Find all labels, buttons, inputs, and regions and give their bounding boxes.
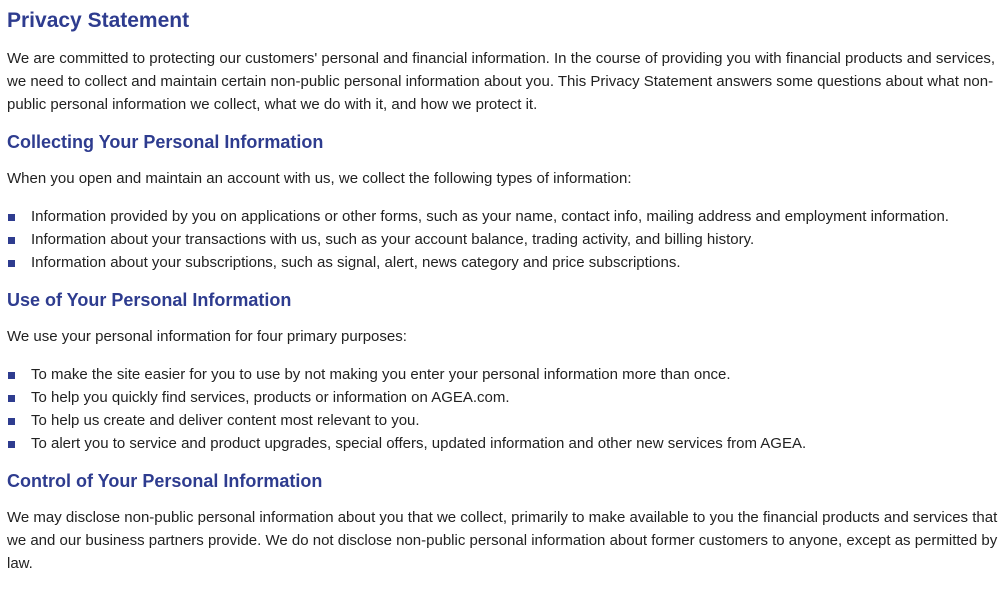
section-heading-control: Control of Your Personal Information xyxy=(7,471,323,491)
section-collecting xyxy=(7,129,1002,274)
section-use xyxy=(7,287,1002,455)
square-bullet-icon xyxy=(8,237,15,244)
section-lead-control: We may disclose non-public personal information about you that we collect, primarily to make available to you the financial products and services that we and our business partners provide. We do not disclose non-public personal information about former customers to anyone, except as permitted by law. xyxy=(7,509,998,572)
section-lead-collecting: When you open and maintain an account with us, we collect the following types of information: xyxy=(7,170,632,187)
list-item-text: To help you quickly find services, products or information on AGEA.com. xyxy=(31,389,510,406)
section-heading-use: Use of Your Personal Information xyxy=(7,290,292,310)
list-item xyxy=(7,432,1002,455)
list-item-text: Information provided by you on applications or other forms, such as your name, contact info, mailing address and employment information. xyxy=(31,208,949,225)
list-item xyxy=(7,386,1002,409)
square-bullet-icon xyxy=(8,214,15,221)
intro-paragraph: We are committed to protecting our customers' personal and financial information. In the course of providing you with financial products and services, we need to collect and maintain certain non-public personal information about you. This Privacy Statement answers some questions about what non-public personal information we collect, what we do with it, and how we protect it. xyxy=(7,50,996,113)
section-control xyxy=(7,468,1002,575)
list-item-text: To alert you to service and product upgrades, special offers, updated information and other new services from AGEA. xyxy=(31,435,807,452)
list-item xyxy=(7,228,1002,251)
square-bullet-icon xyxy=(8,418,15,425)
section-lead-use: We use your personal information for four primary purposes: xyxy=(7,328,407,345)
square-bullet-icon xyxy=(8,395,15,402)
section-heading-collecting: Collecting Your Personal Information xyxy=(7,132,324,152)
list-item xyxy=(7,409,1002,432)
use-list xyxy=(7,363,1002,455)
list-item-text: To help us create and deliver content most relevant to you. xyxy=(31,412,420,429)
list-item-text: To make the site easier for you to use by not making you enter your personal information more than once. xyxy=(31,366,731,383)
square-bullet-icon xyxy=(8,260,15,267)
list-item xyxy=(7,251,1002,274)
list-item xyxy=(7,363,1002,386)
square-bullet-icon xyxy=(8,441,15,448)
list-item-text: Information about your transactions with us, such as your account balance, trading activity, and billing history. xyxy=(31,231,755,248)
collecting-list xyxy=(7,205,1002,274)
list-item xyxy=(7,205,1002,228)
square-bullet-icon xyxy=(8,372,15,379)
list-item-text: Information about your subscriptions, such as signal, alert, news category and price subscriptions. xyxy=(31,254,681,271)
page-title: Privacy Statement xyxy=(7,9,190,32)
